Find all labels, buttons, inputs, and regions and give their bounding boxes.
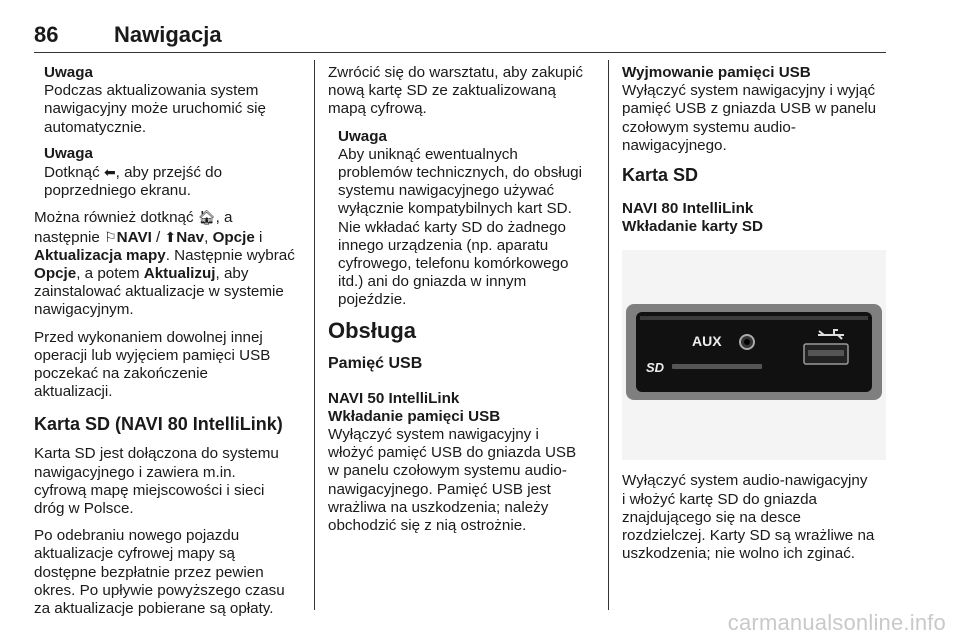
column-2 (328, 64, 596, 544)
note-1 (44, 64, 302, 137)
note-title: Uwaga (44, 144, 93, 162)
text: , a następnie (34, 209, 233, 246)
sd-label: SD (646, 360, 665, 376)
note-text-post: , aby przejść do poprzedniego ekranu. (44, 164, 223, 200)
paragraph-free-updates: Po odebraniu nowego pojazdu aktualizacje cyfrowej mapy są dostępne bezpłatnie przez pewien okres. Po upływie powyższego czasu za aktualizacje pobierane są opłaty. (34, 527, 285, 618)
sd-slot-photo (622, 250, 886, 460)
navi-flag-icon: ⚐ (104, 228, 117, 245)
heading-sd: Karta SD (622, 165, 699, 186)
note-title: Uwaga (44, 64, 93, 81)
paragraph-remove-usb: Wyłączyć system nawigacyjny i wyjąć pamięć USB z gniazda USB w panelu czołowym systemu audio- nawigacyjnego. (622, 82, 877, 154)
paragraph-wait: Przed wykonaniem dowolnej innej operacji lub wyjęciem pamięci USB poczekać na zakończenie aktualizacji. (34, 328, 271, 401)
back-arrow-icon: ⬅ (103, 164, 116, 181)
paragraph-insert-sd: Wyłączyć system audio-nawigacyjny i włożyć kartę SD do gniazda znajdującego się na desce rozdzielczej. Karty SD są wrażliwe na uszkodzenia; nie wolno ich zginać. (622, 472, 875, 563)
sd-card-slot (672, 364, 762, 369)
heading-obsluga: Obsługa (328, 317, 417, 343)
subheading-remove-usb: Wyjmowanie pamięci USB (622, 64, 811, 81)
text: Można również dotknąć (34, 209, 198, 227)
menu-opcje-2: Opcje (34, 265, 77, 283)
text: / (151, 228, 165, 246)
menu-navi: NAVI (116, 228, 152, 246)
paragraph-workshop: Zwrócić się do warsztatu, aby zakupić nową kartę SD ze zaktualizowaną mapą cyfrową. (328, 64, 583, 118)
header-rule (34, 52, 886, 53)
text: , a potem (76, 265, 144, 283)
nav-arrow-icon: ⬆ (164, 228, 177, 245)
section-title: Nawigacja (114, 22, 222, 47)
note-2 (44, 145, 302, 201)
text: . Następnie wybrać (165, 246, 295, 264)
watermark: carmanualsonline.info (727, 610, 946, 635)
note-3 (338, 128, 596, 310)
menu-aktualizacja-mapy: Aktualizacja mapy (34, 246, 166, 264)
note-title: Uwaga (338, 127, 387, 145)
subheading-insert-sd: Wkładanie karty SD (622, 218, 763, 236)
column-1 (34, 64, 302, 627)
menu-opcje: Opcje (212, 228, 255, 246)
panel-highlight (640, 316, 868, 320)
home-icon: 🏠︎ (197, 209, 216, 226)
text: , (204, 228, 213, 246)
page-number: 86 (34, 22, 59, 47)
note-text (44, 163, 302, 200)
note-text: Podczas aktualizowania system nawigacyjny może uruchomić się automatycznie. (44, 82, 266, 136)
heading-sd-card: Karta SD (NAVI 80 IntelliLink) (34, 414, 283, 435)
note-text-pre: Dotknąć (44, 164, 104, 182)
usb-port-tongue (808, 350, 844, 356)
headphone-jack-hole (744, 339, 750, 345)
paragraph-insert-usb: Wyłączyć system nawigacyjny i włożyć pamięć USB do gniazda USB w panelu czołowym systemu audio- nawigacyjnego. Pamięć USB jest wrażliwa na uszkodzenia; należy obchodzić się z nią ostrożnie. (328, 426, 577, 535)
text: i (259, 228, 263, 246)
subheading-navi50: NAVI 50 IntelliLink (328, 389, 460, 407)
sd-slot-illustration (622, 250, 886, 460)
subheading-navi80: NAVI 80 IntelliLink (622, 200, 754, 218)
note-text: Aby uniknąć ewentualnych problemów technicznych, do obsługi systemu nawigacyjnego używać wyłącznie kompatybilnych kart SD. Nie wkładać karty SD do żadnego innego urządzenia (np. aparatu cyfrowego, telefonu komórkowego itd.) ani do gniazda w innym pojeździe. (338, 145, 582, 309)
heading-usb: Pamięć USB (328, 354, 423, 372)
column-divider-1 (314, 60, 315, 610)
paragraph-map-update (34, 208, 302, 319)
paragraph-sd-info: Karta SD jest dołączona do systemu nawigacyjnego i zawiera m.in. cyfrową mapę miejscowości i sieci dróg w Polsce. (34, 445, 279, 518)
column-divider-2 (608, 60, 609, 610)
menu-aktualizuj: Aktualizuj (143, 265, 216, 283)
menu-nav: Nav (176, 228, 205, 246)
subheading-insert-usb: Wkładanie pamięci USB (328, 407, 501, 425)
aux-label: AUX (692, 333, 722, 350)
column-3 (622, 64, 890, 572)
text: , aby zainstalować aktualizacje w systemie nawigacyjnym. (34, 265, 284, 319)
page-header (34, 22, 886, 52)
